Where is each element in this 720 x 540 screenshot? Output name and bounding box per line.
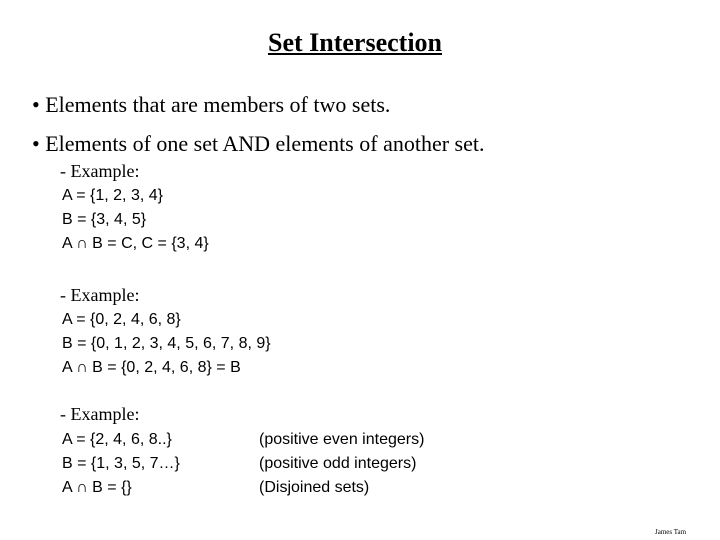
example-3-note-3: (Disjoined sets) (259, 479, 370, 496)
page-title: Set Intersection (267, 28, 442, 57)
example-2-line-1: A = {0, 2, 4, 6, 8} (62, 311, 181, 328)
example-1-line-1: A = {1, 2, 3, 4} (62, 187, 163, 204)
example-1-heading: - Example: (60, 161, 140, 181)
example-2-heading: - Example: (60, 285, 140, 305)
example-3-line-3: A ∩ B = {} (62, 479, 132, 496)
example-3-note-1: (positive even integers) (259, 431, 425, 448)
footer-author: James Tam (655, 528, 687, 536)
bullet-2: • Elements of one set AND elements of another set. (32, 131, 485, 156)
example-1-line-3: A ∩ B = C, C = {3, 4} (62, 235, 209, 252)
example-2-line-2: B = {0, 1, 2, 3, 4, 5, 6, 7, 8, 9} (62, 335, 271, 352)
example-3-line-1: A = {2, 4, 6, 8..} (62, 431, 172, 448)
example-3-note-2: (positive odd integers) (259, 455, 417, 472)
example-3-line-2: B = {1, 3, 5, 7…} (62, 455, 180, 472)
example-1-line-2: B = {3, 4, 5} (62, 211, 147, 228)
example-3-heading: - Example: (60, 404, 140, 424)
example-2-line-3: A ∩ B = {0, 2, 4, 6, 8} = B (62, 359, 241, 376)
bullet-1: • Elements that are members of two sets. (32, 92, 391, 117)
